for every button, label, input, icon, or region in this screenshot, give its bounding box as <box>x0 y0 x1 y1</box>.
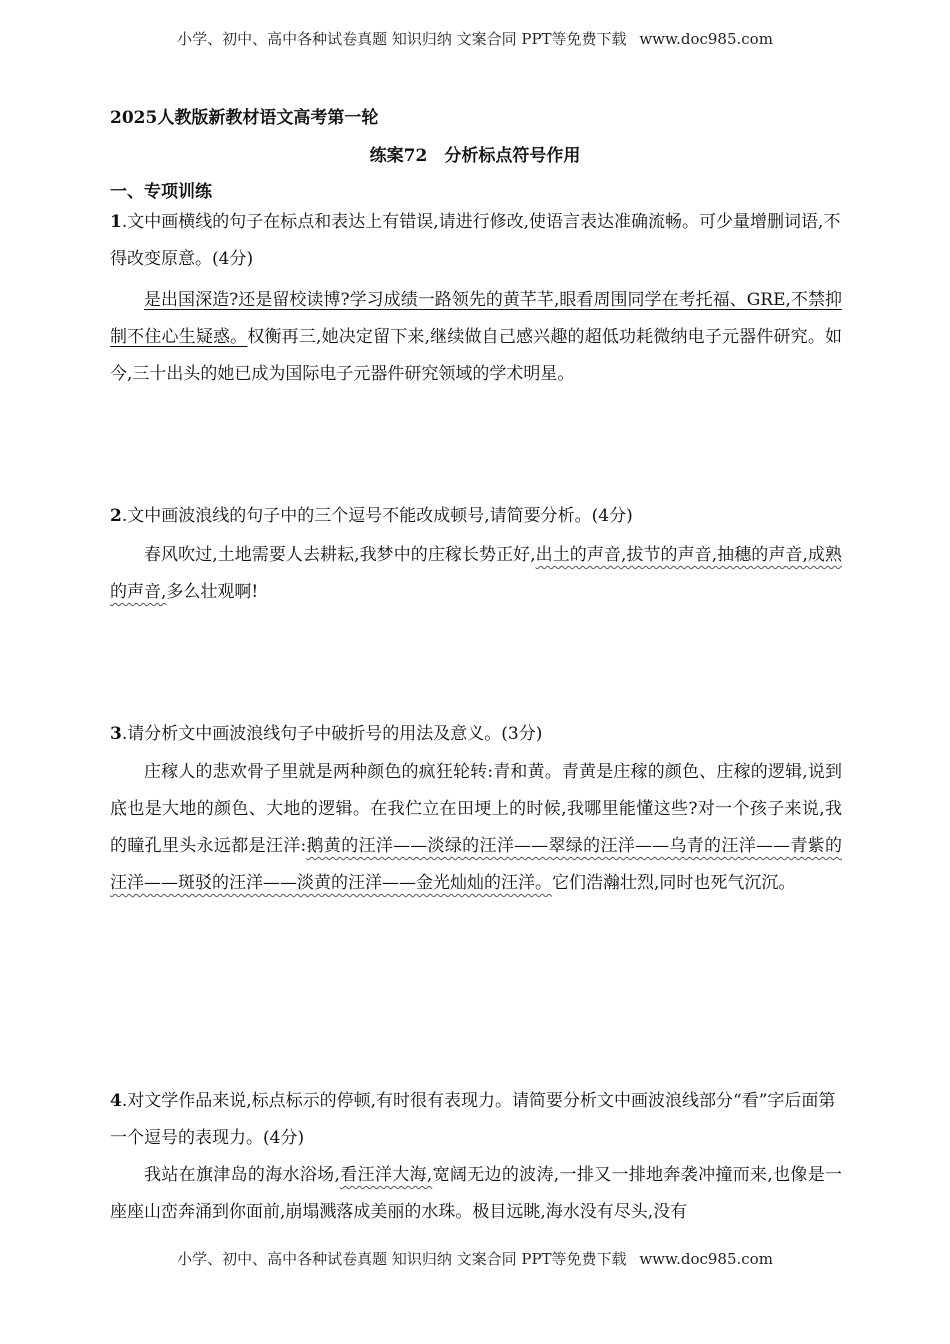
document-title: 2025人教版新教材语文高考第一轮 <box>110 108 379 128</box>
question-2 <box>110 498 842 535</box>
question-1-passage <box>110 282 842 393</box>
question-3-passage-before: 庄稼人的悲欢骨子里就是两种颜色的疯狂轮转:青和黄。青黄是庄稼的颜色、庄稼的逻辑,说到底也是大地的颜色、大地的逻辑。在我伫立在田埂上的时候,我哪里能懂这些?对一个孩子来说,我的瞳孔里头永远都是汪洋: <box>110 762 842 856</box>
question-1-passage-rest: 权衡再三,她决定留下来,继续做自己感兴趣的超低功耗微纳电子元器件研究。如今,三十出头的她已成为国际电子元器件研究领域的学术明星。 <box>110 327 843 384</box>
question-2-wavy-sentence: 出土的声音,拔节的声音,抽穗的声音,成熟的声音, <box>110 545 842 602</box>
question-2-passage-after: 多么壮观啊! <box>166 582 259 602</box>
question-3-passage <box>110 754 842 902</box>
question-1-text: .文中画横线的句子在标点和表达上有错误,请进行修改,使语言表达准确流畅。可少量增删词语,不得改变原意。(4分) <box>110 212 841 269</box>
question-4-wavy-phrase: 看汪洋大海, <box>339 1165 433 1185</box>
document-subtitle: 练案72 分析标点符号作用 <box>369 146 581 166</box>
question-3 <box>110 716 842 753</box>
question-3-text: .请分析文中画波浪线句子中破折号的用法及意义。(3分) <box>121 724 543 744</box>
question-4-text: .对文学作品来说,标点标示的停顿,有时很有表现力。请简要分析文中画波浪线部分“看”字后面第一个逗号的表现力。(4分) <box>110 1091 836 1148</box>
header-text: 小学、初中、高中各种试卷真题 知识归纳 文案合同 PPT等免费下载 <box>177 30 627 48</box>
question-4-number: 4 <box>110 1091 122 1111</box>
header-site-link[interactable]: www.doc985.com <box>639 30 773 48</box>
question-2-text: .文中画波浪线的句子中的三个逗号不能改成顿号,请简要分析。(4分) <box>121 506 633 526</box>
section-heading: 一、专项训练 <box>110 182 212 202</box>
page-footer <box>0 1248 950 1269</box>
question-2-passage-before: 春风吹过,土地需要人去耕耘,我梦中的庄稼长势正好, <box>144 545 536 565</box>
footer-site-link[interactable]: www.doc985.com <box>639 1250 773 1268</box>
question-3-number: 3 <box>110 724 122 744</box>
question-2-passage <box>110 537 842 611</box>
question-1-number: 1 <box>110 212 122 232</box>
footer-text: 小学、初中、高中各种试卷真题 知识归纳 文案合同 PPT等免费下载 <box>177 1250 627 1268</box>
question-4-passage <box>110 1157 842 1231</box>
question-3-passage-after: 它们浩瀚壮烈,同时也死气沉沉。 <box>552 873 796 893</box>
page-header <box>0 28 950 49</box>
question-1 <box>110 204 842 278</box>
question-2-number: 2 <box>110 506 122 526</box>
question-3-wavy-sentence: 鹅黄的汪洋——淡绿的汪洋——翠绿的汪洋——乌青的汪洋——青紫的汪洋——斑驳的汪洋——淡黄的汪洋——金光灿灿的汪洋。 <box>110 836 842 893</box>
question-1-underlined-sentence: 是出国深造?还是留校读博?学习成绩一路领先的黄芊芊,眼看周围同学在考托福、GRE,不禁抑制不住心生疑惑。 <box>110 290 842 347</box>
question-4-passage-before: 我站在旗津岛的海水浴场, <box>144 1165 340 1185</box>
question-4-passage-after: 宽阔无边的波涛,一排又一排地奔袭冲撞而来,也像是一座座山峦奔涌到你面前,崩塌溅落成美丽的水珠。极目远眺,海水没有尽头,没有 <box>110 1165 843 1222</box>
question-4 <box>110 1083 842 1157</box>
